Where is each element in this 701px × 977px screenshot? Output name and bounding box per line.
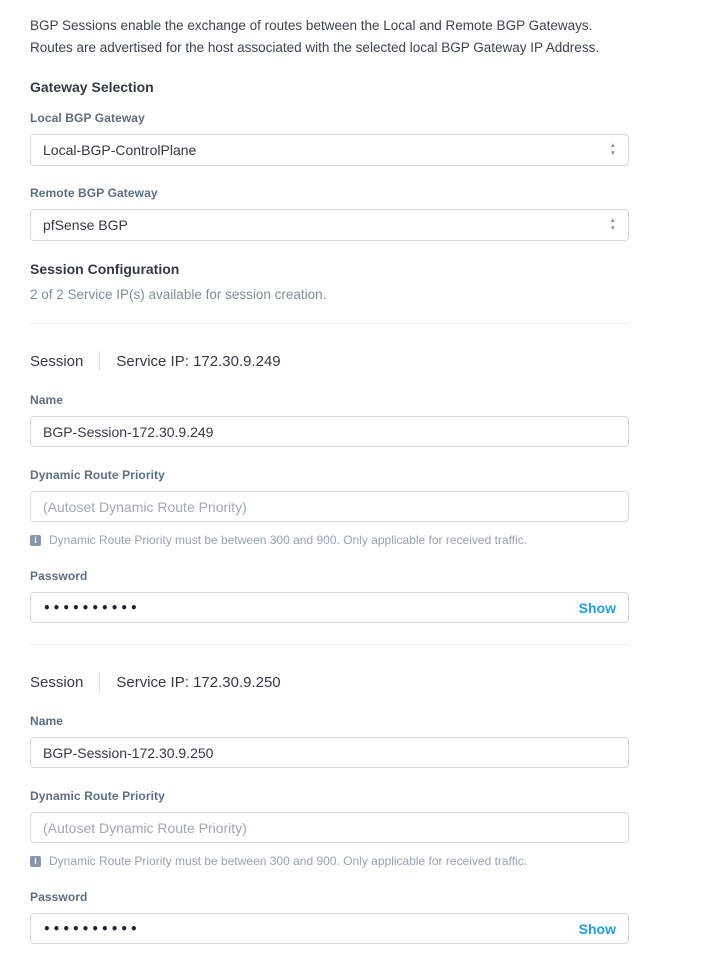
service-ip-availability-text: 2 of 2 Service IP(s) available for session creation. bbox=[30, 287, 327, 302]
password-field bbox=[30, 592, 629, 623]
priority-note-row bbox=[30, 533, 629, 547]
form-content bbox=[30, 15, 629, 944]
password-input[interactable] bbox=[43, 922, 579, 936]
dynamic-route-priority-input[interactable] bbox=[30, 491, 629, 522]
info-icon: i bbox=[30, 535, 41, 546]
dynamic-route-priority-label: Dynamic Route Priority bbox=[30, 468, 165, 482]
session-name-input[interactable] bbox=[30, 416, 629, 447]
local-bgp-gateway-label: Local BGP Gateway bbox=[30, 111, 145, 125]
session-block-1 bbox=[30, 323, 629, 623]
intro-line-1: BGP Sessions enable the exchange of routes between the Local and Remote BGP Gateways. bbox=[30, 18, 593, 33]
vertical-divider bbox=[99, 351, 100, 371]
password-field bbox=[30, 913, 629, 944]
priority-note-text: Dynamic Route Priority must be between 300 and 900. Only applicable for received traffic. bbox=[49, 854, 528, 868]
session-service-ip: Service IP: 172.30.9.250 bbox=[116, 673, 281, 691]
select-arrows-icon: ▲ ▼ bbox=[609, 217, 616, 232]
remote-bgp-gateway-label: Remote BGP Gateway bbox=[30, 186, 158, 200]
vertical-divider bbox=[99, 672, 100, 692]
session-header bbox=[30, 351, 629, 371]
local-bgp-gateway-selected-value: Local-BGP-ControlPlane bbox=[43, 142, 197, 158]
intro-line-2: Routes are advertised for the host associated with the selected local BGP Gateway IP Address. bbox=[30, 40, 600, 55]
session-header bbox=[30, 672, 629, 692]
remote-bgp-gateway-select[interactable] bbox=[30, 209, 629, 241]
priority-note-row bbox=[30, 854, 629, 868]
intro-text bbox=[30, 15, 629, 59]
show-password-button[interactable]: Show bbox=[578, 599, 616, 616]
session-name-input[interactable] bbox=[30, 737, 629, 768]
session-service-ip: Service IP: 172.30.9.249 bbox=[116, 352, 281, 370]
password-label: Password bbox=[30, 890, 88, 904]
info-icon: i bbox=[30, 856, 41, 867]
gateway-selection-heading: Gateway Selection bbox=[30, 79, 154, 95]
session-block-2 bbox=[30, 644, 629, 944]
select-arrows-icon: ▲ ▼ bbox=[609, 142, 616, 157]
priority-note-text: Dynamic Route Priority must be between 300 and 900. Only applicable for received traffic. bbox=[49, 533, 528, 547]
name-label: Name bbox=[30, 393, 64, 407]
password-label: Password bbox=[30, 569, 88, 583]
remote-bgp-gateway-selected-value: pfSense BGP bbox=[43, 217, 128, 233]
show-password-button[interactable]: Show bbox=[578, 920, 616, 937]
session-title: Session bbox=[30, 673, 84, 691]
dynamic-route-priority-label: Dynamic Route Priority bbox=[30, 789, 165, 803]
local-bgp-gateway-select[interactable] bbox=[30, 134, 629, 166]
name-label: Name bbox=[30, 714, 64, 728]
session-configuration-heading: Session Configuration bbox=[30, 261, 180, 277]
dynamic-route-priority-input[interactable] bbox=[30, 812, 629, 843]
password-input[interactable] bbox=[43, 601, 579, 615]
session-title: Session bbox=[30, 352, 84, 370]
